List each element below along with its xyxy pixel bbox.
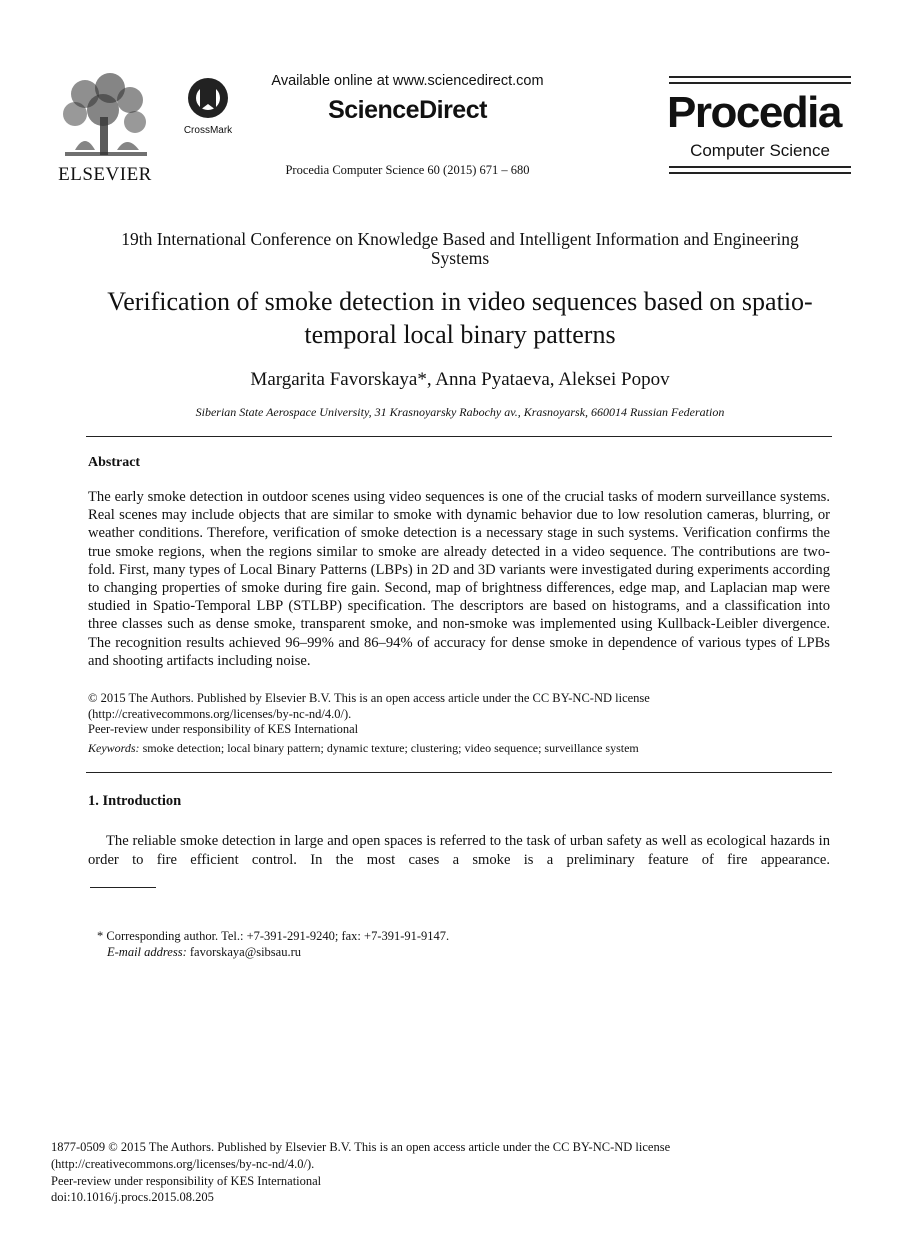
footer-peer-review: Peer-review under responsibility of KES International <box>51 1174 322 1188</box>
procedia-top-rule-2 <box>669 82 851 84</box>
procedia-top-rule-1 <box>669 76 851 78</box>
intro-text <box>88 832 830 869</box>
procedia-bottom-rule-1 <box>669 166 851 168</box>
footer-doi[interactable]: doi:10.1016/j.procs.2015.08.205 <box>51 1190 214 1204</box>
paper-authors: Margarita Favorskaya*, Anna Pyataeva, Aleksei Popov <box>250 369 670 390</box>
procedia-subtitle: Computer Science <box>690 141 830 160</box>
elsevier-logo[interactable] <box>55 72 155 185</box>
abstract-peer-review: Peer-review under responsibility of KES International <box>88 722 359 736</box>
elsevier-tree-icon <box>55 72 155 160</box>
crossmark-icon <box>180 76 236 120</box>
crossmark-logo[interactable] <box>180 76 236 136</box>
email-address[interactable]: favorskaya@sibsau.ru <box>186 945 302 959</box>
available-online[interactable]: Available online at www.sciencedirect.com <box>271 73 544 89</box>
header-divider <box>86 436 832 437</box>
keywords-label: Keywords: <box>88 741 140 755</box>
abstract-divider <box>86 772 832 773</box>
paper-title-line2: temporal local binary patterns <box>304 320 616 349</box>
crossmark-label: CrossMark <box>183 125 233 136</box>
abstract-copyright-line2[interactable]: (http://creativecommons.org/licenses/by-nc-nd/4.0/). <box>88 707 352 721</box>
footnote-email <box>107 945 301 960</box>
abstract-copyright-line1: © 2015 The Authors. Published by Elsevier B.V. This is an open access article under the CC BY-NC-ND license <box>88 691 650 705</box>
abstract-text: The early smoke detection in outdoor scenes using video sequences is one of the crucial tasks of modern surveillance systems. Real scenes may include objects that are similar to smoke with dynamic behavior due to low resolution cameras, blurring, or weather conditions. Therefore, verification of smoke detection is a necessary stage in such systems. Verification confirms the true smoke regions, when the regions similar to smoke are already detected in a video sequence. The contributions are two-fold. First, many types of Local Binary Patterns (LBPs) in 2D and 3D variants were investigated during experiments according to changing properties of smoke during fire gain. Second, map of brightness differences, edge map, and Laplacian map were studied in Spatio-Temporal LBP (STLBP) specification. The descriptors are based on histograms, and a classification into three classes such as dense smoke, transparent smoke, and non-smoke was implemented using Kullback-Leibler divergence. The recognition results achieved 96–99% and 86–94% of accuracy for dense smoke in dependence of various types of LPBs and shooting artifacts including noise. <box>88 489 830 669</box>
intro-paragraph: The reliable smoke detection in large and open spaces is referred to the task of urban safety as well as ecological hazards in order to fire efficient control. In the most cases a smoke is a preliminary feature of fire appearance. <box>88 833 830 868</box>
paper-affiliation: Siberian State Aerospace University, 31 Krasnoyarsky Rabochy av., Krasnoyarsk, 660014 Russian Federation <box>195 405 725 419</box>
journal-reference: Procedia Computer Science 60 (2015) 671 – 680 <box>285 163 530 177</box>
procedia-logo[interactable]: Procedia <box>667 88 841 137</box>
footnote-corresponding: * Corresponding author. Tel.: +7-391-291-9240; fax: +7-391-91-9147. <box>97 929 450 943</box>
footer-issn: 1877-0509 © 2015 The Authors. Published by Elsevier B.V. This is an open access article under the CC BY-NC-ND license <box>51 1140 671 1154</box>
keywords-list: smoke detection; local binary pattern; dynamic texture; clustering; video sequence; surveillance system <box>139 741 639 755</box>
intro-heading: 1. Introduction <box>88 793 182 809</box>
elsevier-wordmark: ELSEVIER <box>58 164 152 185</box>
conference-name-line1: 19th International Conference on Knowledge Based and Intelligent Information and Engineering <box>121 229 799 249</box>
footer-license-link[interactable]: (http://creativecommons.org/licenses/by-nc-nd/4.0/). <box>51 1157 315 1171</box>
sciencedirect-logo[interactable]: ScienceDirect <box>328 96 487 124</box>
paper-title-line1: Verification of smoke detection in video sequences based on spatio- <box>107 287 813 316</box>
abstract-heading: Abstract <box>88 455 141 470</box>
keywords <box>88 741 639 756</box>
procedia-bottom-rule-2 <box>669 172 851 174</box>
email-label: E-mail address: <box>107 945 187 959</box>
footnote-rule <box>90 887 156 888</box>
conference-name-line2: Systems <box>430 248 490 268</box>
